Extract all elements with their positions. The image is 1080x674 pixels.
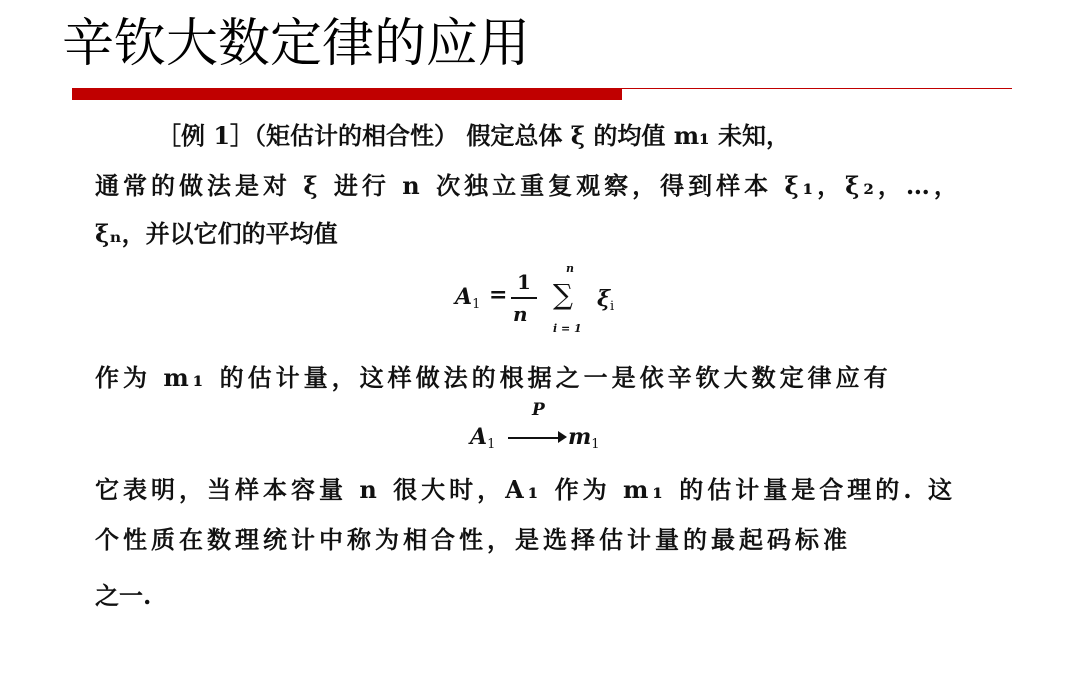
formula2-lhs: $A_1$ [470,424,496,452]
formula2-arrow-label: P [532,400,545,420]
formula1-lhs: $A_1$ [455,284,481,312]
formula1-sum-lower: i = 1 [553,322,582,335]
formula2-arrow [508,437,562,439]
title-underline-rule [622,88,1012,89]
formula1-sum-upper: n [566,262,574,275]
para3-line3: 之一. [95,581,152,610]
title-underline-bar [72,88,622,100]
formula1-sum-symbol: ∑ [553,278,573,311]
formula1-term: $\xi_i$ [597,286,615,314]
formula1-fraction-bar [511,297,537,299]
convergence-formula [470,400,630,450]
formula2-rhs: $m_1$ [568,424,600,452]
para1-line1: ［例 1］（矩估计的相合性） 假定总体 ξ 的均值 m₁ 未知， [157,121,790,150]
formula1-equals: = [489,282,508,308]
para3-line1: 它表明，当样本容量 n 很大时，A₁ 作为 m₁ 的估计量是合理的. 这 [95,475,956,504]
para1-line3: ξₙ，并以它们的平均值 [95,219,338,248]
formula2-arrow-head [558,431,567,443]
formula1-numerator: 1 [517,270,531,294]
para3-line2: 个性质在数理统计中称为相合性，是选择估计量的最起码标准 [95,525,851,554]
para2-line1: 作为 m₁ 的估计量，这样做法的根据之一是依辛钦大数定律应有 [95,363,892,392]
slide-title: 辛钦大数定律的应用 [62,14,531,74]
term-consistency: 相合性 [403,525,487,554]
sample-mean-formula [445,262,645,342]
para1-line2: 通常的做法是对 ξ 进行 n 次独立重复观察，得到样本 ξ₁，ξ₂，…， [95,171,962,200]
formula1-denominator: n [513,302,528,326]
